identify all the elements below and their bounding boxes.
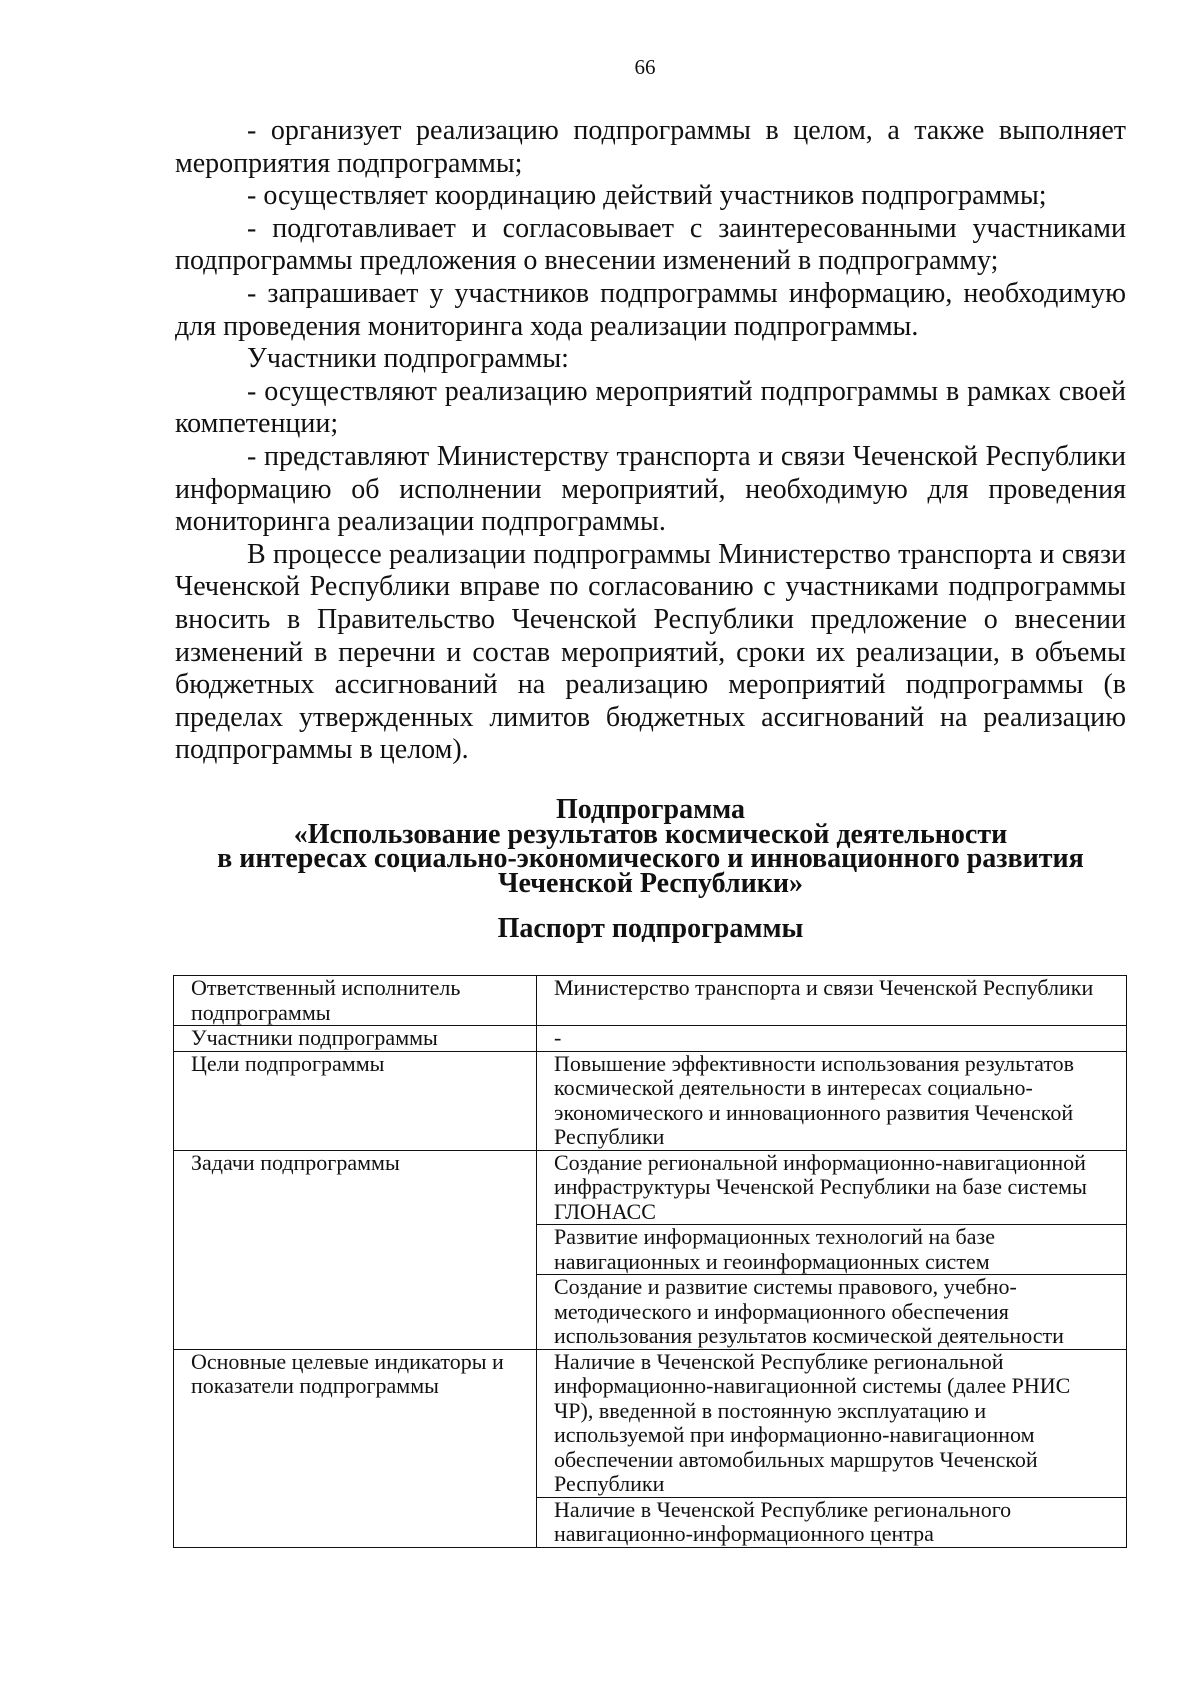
row-value: Министерство транспорта и связи Чеченской Республики xyxy=(537,976,1127,1026)
table-row xyxy=(174,1026,1127,1052)
paragraph: В процессе реализации подпрограммы Министерство транспорта и связи Чеченской Республики вправе по согласованию с участниками подпрограммы вносить в Правительство Чеченской Республики предложение о внесении изменений в перечни и состав мероприятий, сроки их реализации, в объемы бюджетных ассигнований на реализацию мероприятий подпрограммы (в пределах утвержденных лимитов бюджетных ассигнований на реализацию подпрограммы в целом). xyxy=(175,538,1126,766)
row-value: Наличие в Чеченской Республике регионального навигационно-информационного центра xyxy=(537,1497,1127,1547)
page-number: 66 xyxy=(634,55,656,79)
subprogram-heading xyxy=(175,794,1126,899)
body-text xyxy=(175,115,1126,767)
subprogram-heading-line: Чеченской Республики» xyxy=(497,867,804,899)
table-row xyxy=(174,976,1127,1026)
paragraph: - организует реализацию подпрограммы в целом, а также выполняет мероприятия подпрограммы; xyxy=(175,115,1126,179)
table-row xyxy=(174,1051,1127,1150)
passport-table xyxy=(173,975,1127,1548)
row-value: Наличие в Чеченской Республике региональной информационно-навигационной системы (далее РНИС ЧР), введенной в постоянную эксплуатацию и используемой при информационно-навигационном обеспечении автомобильных маршрутов Чеченской Республики xyxy=(537,1349,1127,1497)
row-value: Повышение эффективности использования результатов космической деятельности в интересах социально-экономического и инновационного развития Чеченской Республики xyxy=(537,1051,1127,1150)
subprogram-heading-line: «Использование результатов космической деятельности xyxy=(293,818,1008,850)
row-label: Основные целевые индикаторы и показатели подпрограммы xyxy=(174,1349,537,1547)
paragraph: - подготавливает и согласовывает с заинтересованными участниками подпрограммы предложения о внесении изменений в подпрограмму; xyxy=(175,212,1126,277)
row-label: Задачи подпрограммы xyxy=(174,1150,537,1349)
row-value: - xyxy=(537,1026,1127,1052)
paragraph: - представляют Министерству транспорта и связи Чеченской Республики информацию об исполнении мероприятий, необходимую для проведения мониторинга реализации подпрограммы. xyxy=(175,440,1126,538)
row-label: Участники подпрограммы xyxy=(174,1026,537,1052)
paragraph: - осуществляют реализацию мероприятий подпрограммы в рамках своей компетенции; xyxy=(175,375,1126,440)
subprogram-heading-line: в интересах социально-экономического и инновационного развития xyxy=(217,843,1084,874)
paragraph: - осуществляет координацию действий участников подпрограммы; xyxy=(247,180,1047,212)
row-value: Создание региональной информационно-навигационной инфраструктуры Чеченской Республики на базе системы ГЛОНАСС xyxy=(537,1150,1127,1225)
subprogram-heading-line: Подпрограмма xyxy=(555,794,746,825)
row-label: Цели подпрограммы xyxy=(174,1051,537,1150)
row-value: Создание и развитие системы правового, учебно-методического и информационного обеспечения использования результатов космической деятельности xyxy=(537,1275,1127,1350)
row-label: Ответственный исполнитель подпрограммы xyxy=(174,976,537,1026)
paragraph: - запрашивает у участников подпрограммы информацию, необходимую для проведения мониторинга хода реализации подпрограммы. xyxy=(175,277,1126,342)
paragraph: Участники подпрограммы: xyxy=(247,343,569,375)
table-row xyxy=(174,1150,1127,1225)
row-value: Развитие информационных технологий на базе навигационных и геоинформационных систем xyxy=(537,1225,1127,1275)
passport-title: Паспорт подпрограммы xyxy=(497,913,804,944)
table-row xyxy=(174,1349,1127,1497)
